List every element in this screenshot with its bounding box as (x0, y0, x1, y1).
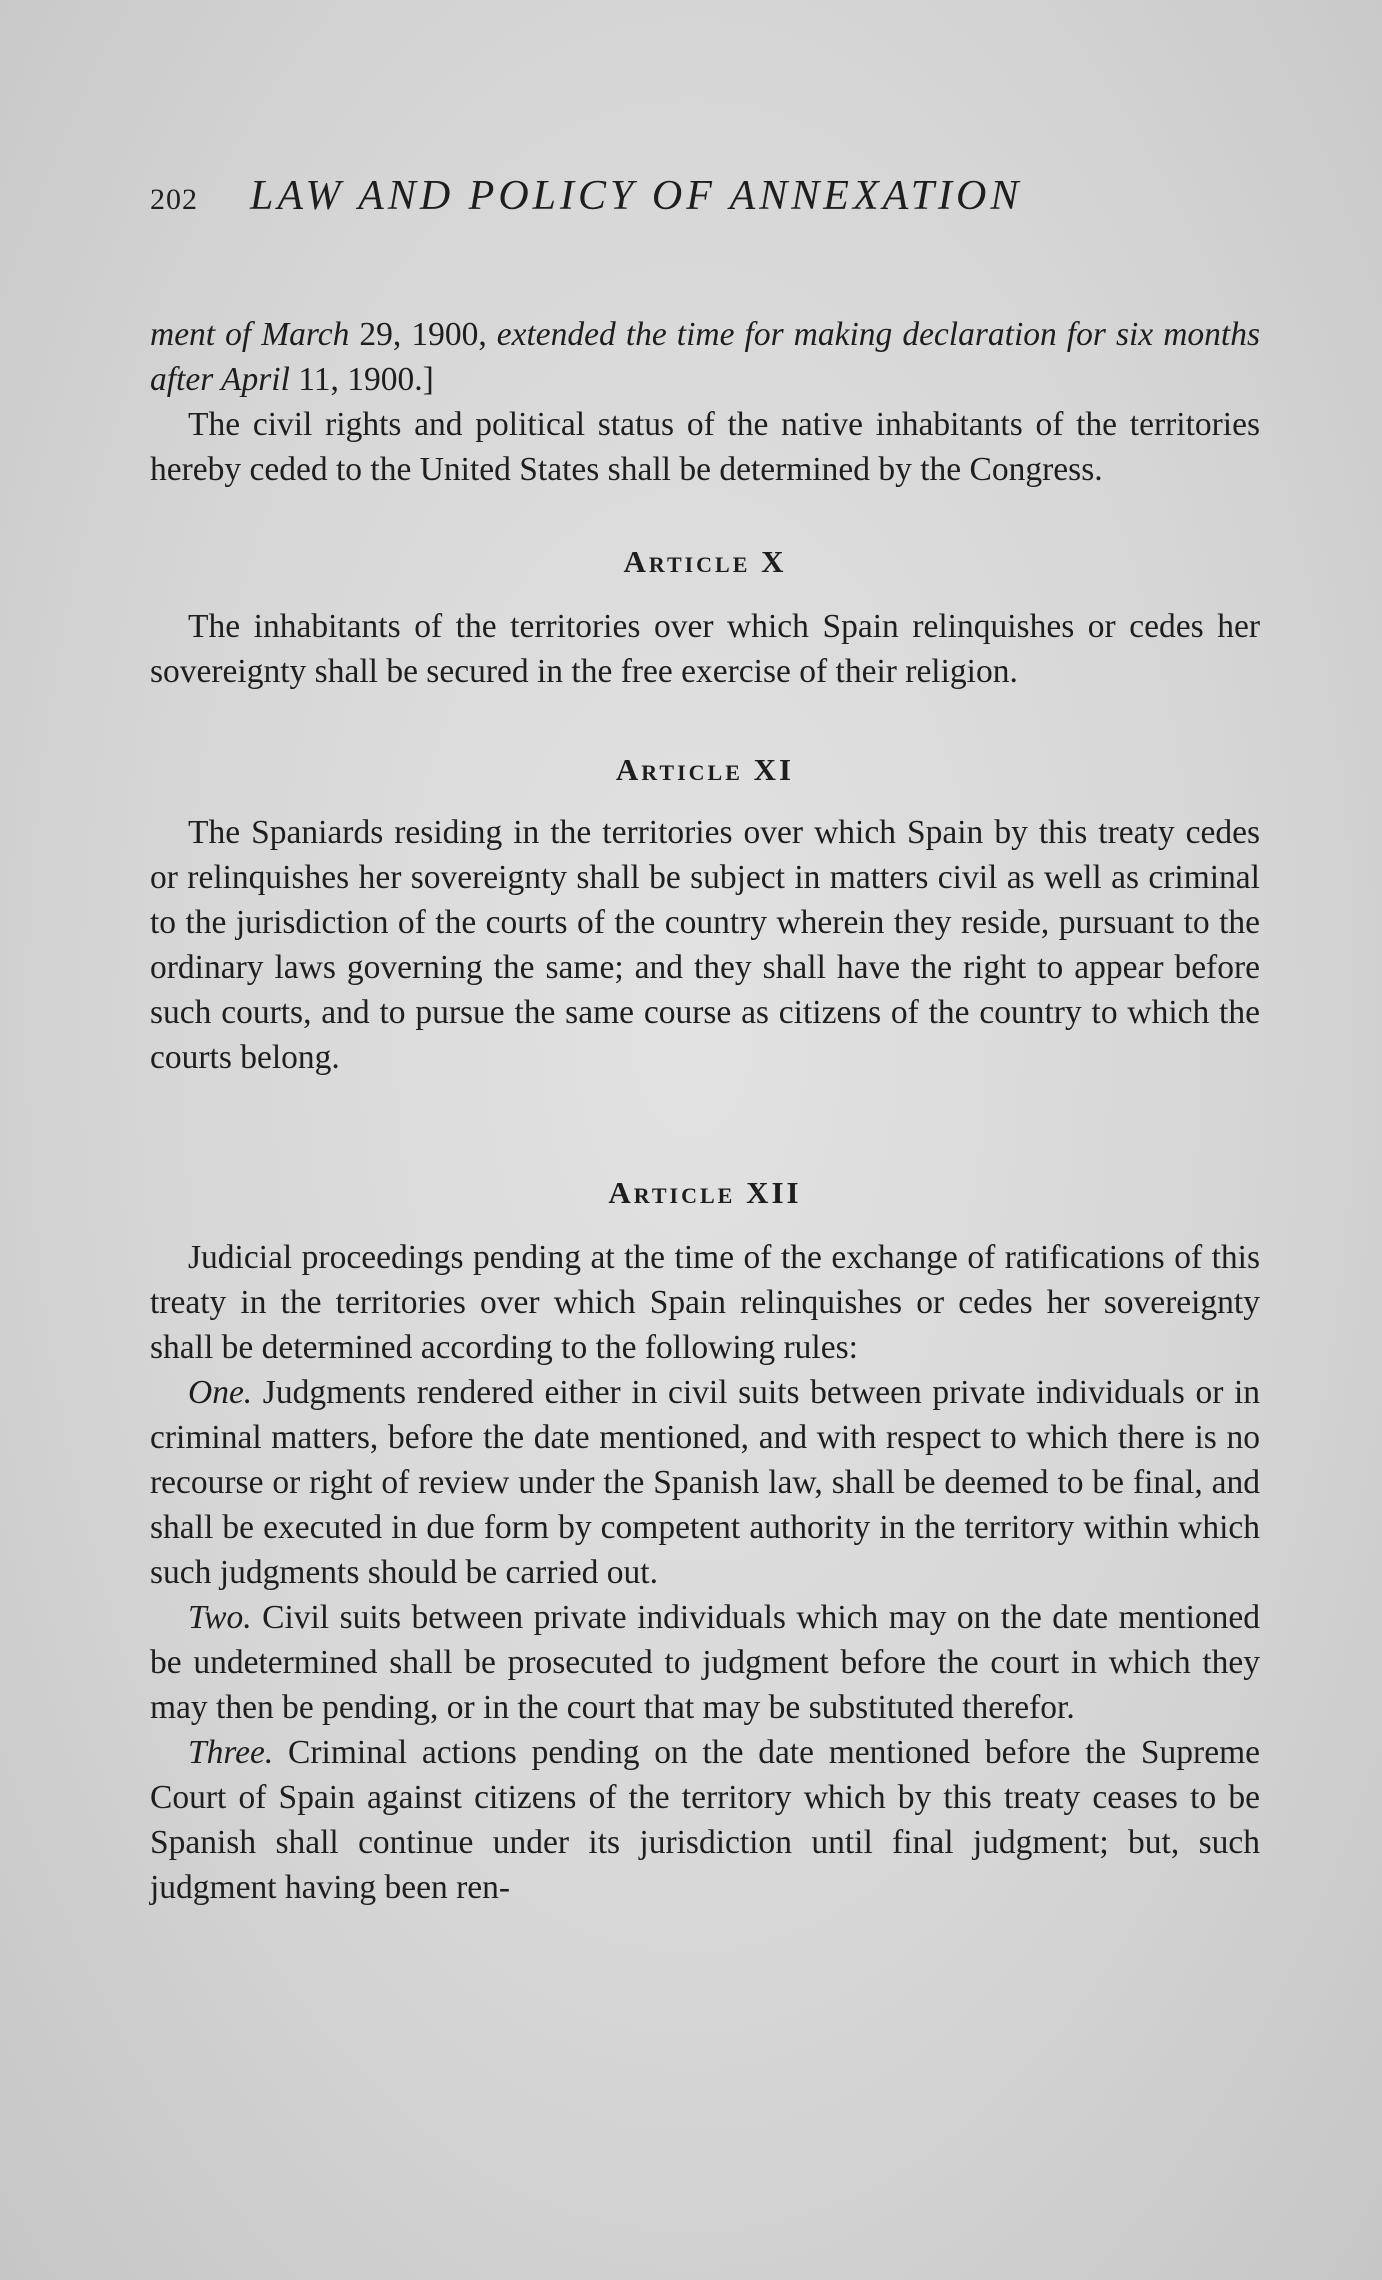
article-xii-text: Judicial proceedings pending at the time of the exchange of ratifications of this treaty in the territories over which Spain relinquishes or cedes her sovereignty shall be determined according to the following rules: (150, 1239, 1260, 1366)
rule-three-paragraph (150, 1730, 1260, 1910)
rule-three-text: Criminal actions pending on the date mentioned before the Supreme Court of Spain against citizens of the territory which by this treaty ceases to be Spanish shall continue under its jurisdiction until final judgment; but, such judgment having been ren- (150, 1734, 1260, 1906)
article-x-text: The inhabitants of the territories over which Spain relinquishes or cedes her sovereignty shall be secured in the free exercise of their religion. (150, 608, 1260, 690)
rule-two-text: Civil suits between private individuals which may on the date mentioned be undetermined shall be prosecuted to judgment before the court in which they may then be pending, or in the court that may be substituted therefor. (150, 1599, 1260, 1726)
rule-two-label: Two. (188, 1599, 252, 1636)
rule-one-label: One. (188, 1374, 253, 1411)
running-head (150, 172, 1260, 242)
article-x-heading: Article X (623, 544, 787, 579)
article-xi-text: The Spaniards residing in the territories over which Spain by this treaty cedes or relinquishes her sovereignty shall be subject in matters civil as well as criminal to the jurisdiction of the courts of the country wherein they reside, pursuant to the ordinary laws governing the same; and they shall have the right to appear before such courts, and to pursue the same course as citizens of the country to which the courts belong. (150, 814, 1260, 1076)
page-content (150, 172, 1260, 1910)
article-xi-heading: Article XI (615, 752, 795, 787)
continuation-italic-mid: extended the time for making declaration for six months after April (150, 316, 1260, 398)
rule-three-label: Three. (188, 1734, 274, 1771)
article-xii-heading: Article XII (608, 1175, 802, 1210)
civil-rights-paragraph: The civil rights and political status of the native inhabitants of the territories hereby ceded to the United States shall be determined by the Congress. (150, 406, 1260, 488)
rule-one-text: Judgments rendered either in civil suits between private individuals or in criminal matters, before the date mentioned, and with respect to which there is no recourse or right of review under the Spanish law, shall be deemed to be final, and shall be executed in due form by competent authority in the territory within which such judgments should be carried out. (150, 1374, 1260, 1591)
rule-one-paragraph (150, 1370, 1260, 1595)
rule-two-paragraph (150, 1595, 1260, 1730)
page-number: 202 (150, 183, 198, 216)
running-title: LAW AND POLICY OF ANNEXATION (250, 173, 1023, 219)
continuation-italic-start: ment of March (150, 316, 350, 353)
continuation-date-end: 11, 1900.] (289, 361, 434, 398)
continuation-date: 29, 1900, (349, 316, 497, 353)
continuation-paragraph (150, 312, 1260, 402)
